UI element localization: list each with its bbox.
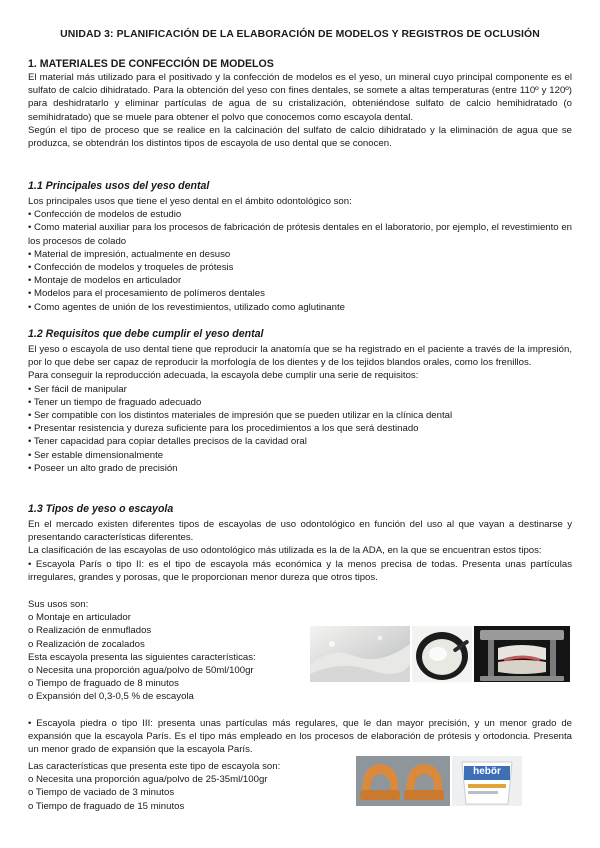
piedra-details (28, 760, 348, 813)
list-item: o Montaje en articulador (28, 612, 131, 624)
section-1-paragraph-2: Según el tipo de proceso que se realice en la calcinación del sulfato de calcio dihidratado y la eliminación de agua que se produzca, se obtendrán los distintos tipos de escayola de uso dental que se conocen. (28, 124, 572, 150)
section-1-2-block (28, 343, 572, 475)
list-item: o Realización de enmuflados (28, 625, 152, 637)
piedra-block (28, 717, 572, 757)
list-item: • Ser compatible con los distintos materiales de impresión que se pueden utilizar en la clínica dental (28, 410, 453, 422)
list-item: o Tiempo de vaciado de 3 minutos (28, 787, 175, 799)
list-item: • Montaje de modelos en articulador (28, 275, 182, 287)
section-1-2-heading: 1.2 Requisitos que debe cumplir el yeso dental (28, 328, 264, 340)
list-item: • Material de impresión, actualmente en desuso (28, 248, 231, 260)
list-item: • Confección de modelos de estudio (28, 209, 182, 221)
list-item: o Necesita una proporción agua/polvo de 50ml/100gr (28, 665, 254, 677)
list-item: o Realización de zocalados (28, 638, 145, 650)
section-1-3-heading: 1.3 Tipos de yeso o escayola (28, 503, 174, 515)
mixing-bowl-photo (412, 626, 472, 682)
plaster-bucket-photo (452, 756, 522, 806)
section-1-3-paragraph-1: En el mercado existen diferentes tipos de escayolas de uso odontológico en función del uso al que vayan a destinarse y presentando características diferentes. (28, 519, 572, 544)
list-item: • Ser estable dimensionalmente (28, 449, 164, 461)
orange-models-photo (356, 756, 450, 806)
list-item: • Como material auxiliar para los procesos de fabricación de prótesis dentales en el laboratorio, por ejemplo, el revestimiento en los procesos de colado (28, 222, 572, 247)
section-1-3-paragraph-2: La clasificación de las escayolas de uso odontológico más utilizada es la de la ADA, en la que se encuentran estos tipos: (28, 545, 542, 557)
paris-characteristics-label: Esta escayola presenta las siguientes características: (28, 651, 256, 663)
paris-details (28, 598, 308, 704)
list-item: o Expansión del 0,3-0,5 % de escayola (28, 691, 194, 703)
section-1-heading: 1. MATERIALES DE CONFECCIÓN DE MODELOS (28, 58, 274, 70)
plaster-powder-icon (310, 626, 410, 682)
section-1-paragraph-1: El material más utilizado para el positivado y la confección de modelos es el yeso, un mineral cuyo principal componente es el sulfato de calcio dihidratado. Para la obtención del yeso con fines dentales, se somete a altas temperaturas (entre 110º y 120º) para deshidratarlo y eliminar partículas de agua de su cristalización, obteniéndose sulfato de calcio hemihidratado (o semihidratado) que se muele para obtener el polvo que conocemos como escayola dental. (28, 72, 572, 123)
list-item: o Tiempo de fraguado de 8 minutos (28, 678, 179, 690)
list-item: o Necesita una proporción agua/polvo de 25-35ml/100gr (28, 774, 268, 786)
articulator-icon (474, 626, 570, 682)
paris-description: • Escayola París o tipo II: es el tipo de escayola más económica y la menos precisa de todas. Presenta unas partículas irregulares, grandes y porosas, que le proporcionan menor dureza que otros tipos. (28, 558, 572, 583)
orange-models-icon (356, 756, 450, 806)
list-item: • Confección de modelos y troqueles de prótesis (28, 262, 234, 274)
plaster-bucket-icon (452, 756, 522, 806)
section-1-1-list (28, 195, 572, 314)
piedra-characteristics-label: Las características que presenta este tipo de escayola son: (28, 761, 281, 772)
list-item: o Tiempo de fraguado de 15 minutos (28, 800, 185, 812)
section-1-2-paragraph-1: El yeso o escayola de uso dental tiene que reproducir la anatomía que se ha registrado en el paciente a través de la impresión, por lo que debe ser capaz de reproducir la morfología de los dientes y de los tejidos blandos orales, como los frenillos. (28, 344, 572, 369)
articulator-photo (474, 626, 570, 682)
mixing-bowl-icon (412, 626, 472, 682)
list-item: • Modelos para el procesamiento de polímeros dentales (28, 288, 265, 300)
paris-uses-label: Sus usos son: (28, 599, 89, 610)
list-item: • Tener un tiempo de fraguado adecuado (28, 396, 202, 408)
list-item: • Ser fácil de manipular (28, 383, 127, 395)
section-1-1-heading: 1.1 Principales usos del yeso dental (28, 180, 210, 192)
list-item: • Como agentes de unión de los revestimientos, utilizado como aglutinante (28, 301, 345, 313)
section-1-1-intro: Los principales usos que tiene el yeso dental en el ámbito odontológico son: (28, 196, 352, 207)
list-item: • Poseer un alto grado de precisión (28, 462, 178, 474)
product-label: hebör (473, 766, 501, 777)
page-title: UNIDAD 3: PLANIFICACIÓN DE LA ELABORACIÓN DE MODELOS Y REGISTROS DE OCLUSIÓN (60, 29, 540, 40)
list-item: • Presentar resistencia y dureza suficiente para los procedimientos a los que será destinado (28, 423, 419, 435)
list-item: • Tener capacidad para copiar detalles precisos de la cavidad oral (28, 436, 307, 448)
plaster-powder-photo (310, 626, 410, 682)
section-1-3-intro (28, 518, 572, 584)
section-1-text (28, 71, 572, 150)
section-1-2-paragraph-2: Para conseguir la reproducción adecuada, la escayola debe cumplir una serie de requisitos: (28, 370, 419, 382)
piedra-description: • Escayola piedra o tipo III: presenta unas partículas más regulares, que le dan mayor precisión, y un menor grado de expansión que la escayola París. Es el tipo más empleado en los procesos de elaboración de prótesis y ortodoncia. Presenta un menor grado de expansión que la escayola París. (28, 718, 572, 756)
